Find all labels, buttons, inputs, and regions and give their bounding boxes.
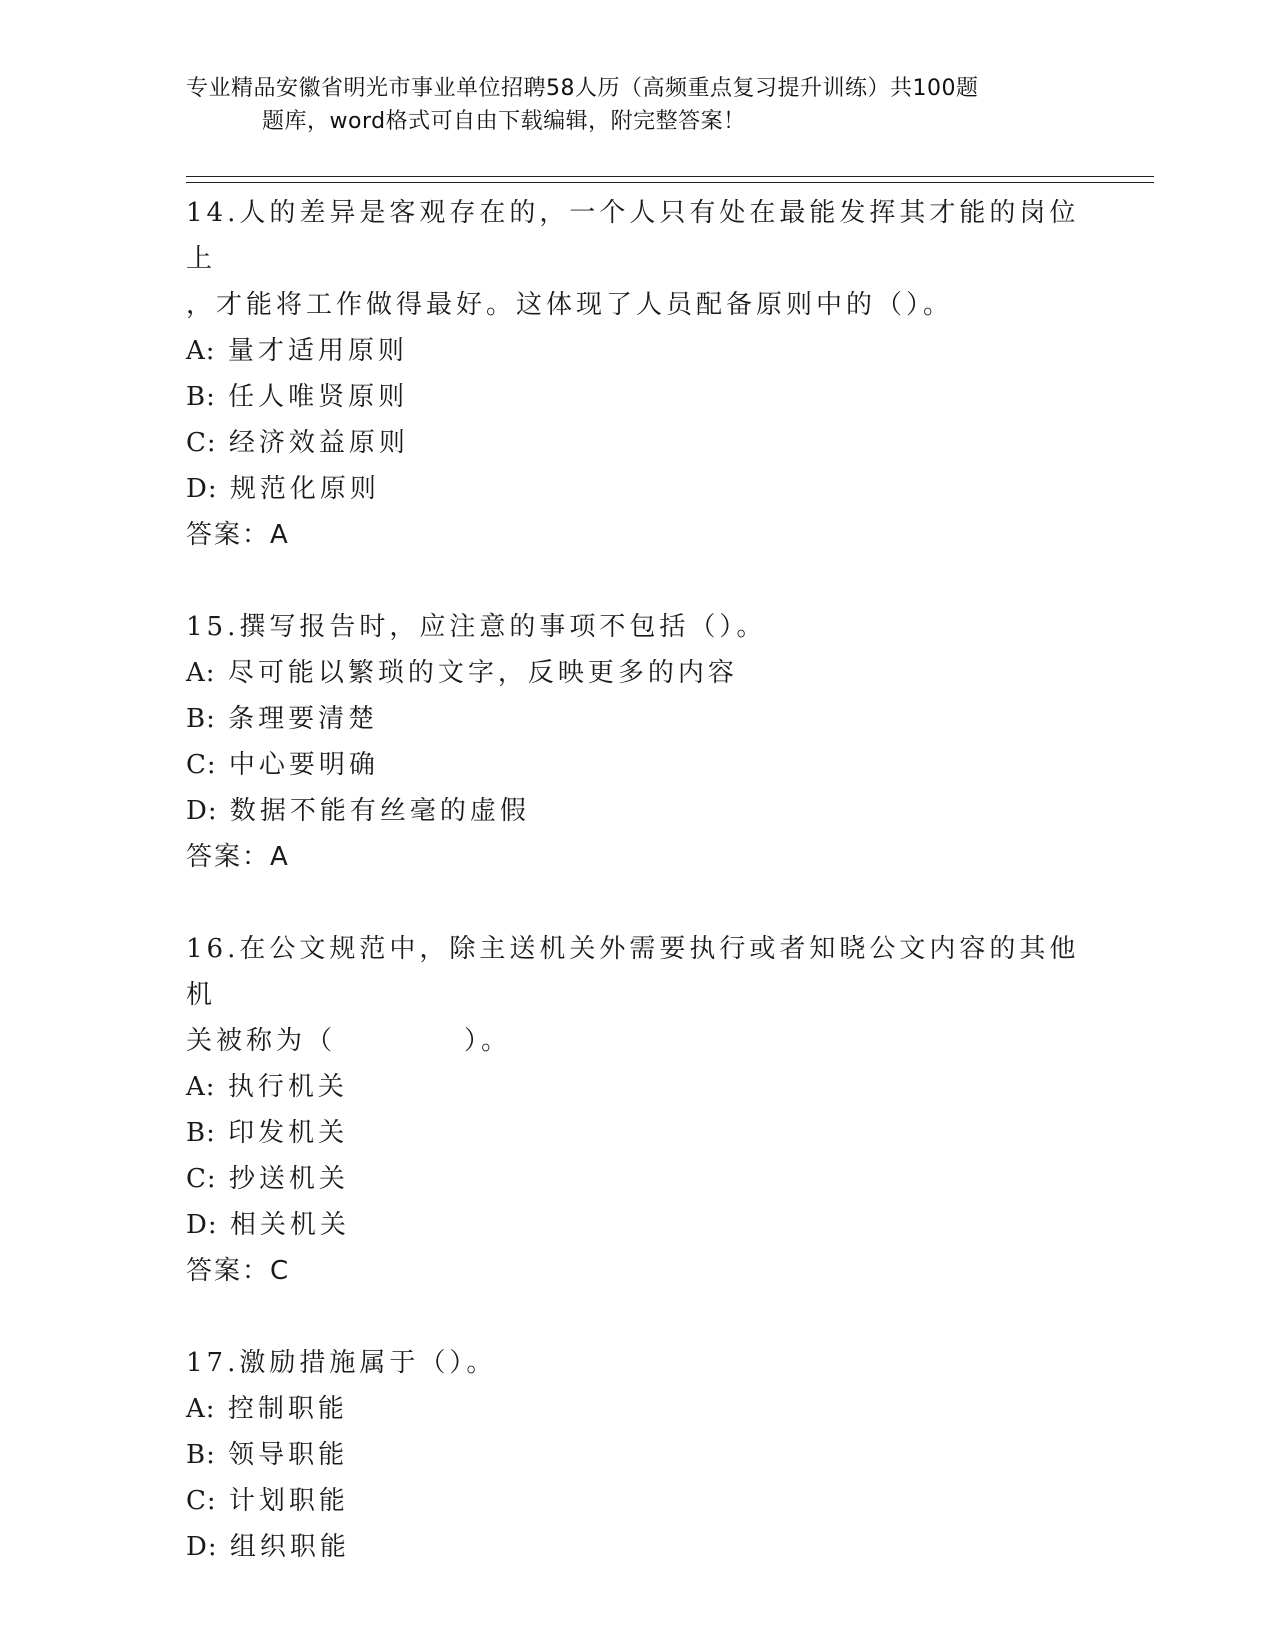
option-a xyxy=(186,1386,1086,1432)
option-a xyxy=(186,650,1086,696)
option-text: 中心要明确 xyxy=(228,750,379,780)
question-14 xyxy=(186,190,1086,558)
option-text: 控制职能 xyxy=(227,1394,348,1424)
question-stem-line: ，才能将工作做得最好。这体现了人员配备原则中的（）。 xyxy=(186,290,954,320)
answer-line: 答案：A xyxy=(186,520,290,550)
option-d xyxy=(186,1524,1086,1570)
option-text: 相关机关 xyxy=(229,1210,350,1240)
option-text: 组织职能 xyxy=(229,1532,350,1562)
option-c xyxy=(186,420,1086,466)
option-letter: B: xyxy=(186,382,216,412)
option-b xyxy=(186,1432,1086,1478)
answer-line: 答案：C xyxy=(186,1256,291,1286)
option-a xyxy=(186,1064,1086,1110)
option-letter: C: xyxy=(186,1164,217,1194)
question-stem-line xyxy=(186,1018,1086,1064)
option-text: 执行机关 xyxy=(227,1072,348,1102)
option-text: 尽可能以繁琐的文字，反映更多的内容 xyxy=(227,658,738,688)
option-text: 印发机关 xyxy=(228,1118,349,1148)
option-text: 量才适用原则 xyxy=(227,336,408,366)
option-letter: A: xyxy=(186,336,216,366)
option-text: 条理要清楚 xyxy=(228,704,379,734)
option-letter: D: xyxy=(186,1210,218,1240)
option-d xyxy=(186,788,1086,834)
option-b xyxy=(186,696,1086,742)
option-letter: D: xyxy=(186,796,218,826)
header-title-line-1: 专业精品安徽省明光市事业单位招聘58人历（高频重点复习提升训练）共100题 xyxy=(186,76,979,101)
option-b xyxy=(186,374,1086,420)
option-text: 经济效益原则 xyxy=(228,428,409,458)
option-letter: A: xyxy=(186,1394,216,1424)
question-list xyxy=(186,190,1086,1616)
option-b xyxy=(186,1110,1086,1156)
option-letter: C: xyxy=(186,1486,217,1516)
option-text: 抄送机关 xyxy=(228,1164,349,1194)
option-letter: A: xyxy=(186,1072,216,1102)
option-a xyxy=(186,328,1086,374)
option-letter: B: xyxy=(186,1440,216,1470)
stem-text-before-blank: 关被称为（ xyxy=(186,1026,337,1056)
option-letter: D: xyxy=(186,474,218,504)
option-letter: C: xyxy=(186,750,217,780)
stem-text-after-blank: ）。 xyxy=(464,1026,512,1056)
option-text: 计划职能 xyxy=(228,1486,349,1516)
option-d xyxy=(186,466,1086,512)
option-text: 领导职能 xyxy=(228,1440,349,1470)
question-15 xyxy=(186,604,1086,880)
option-text: 数据不能有丝毫的虚假 xyxy=(229,796,530,826)
option-letter: B: xyxy=(186,704,216,734)
question-stem-line: 17.激励措施属于（）。 xyxy=(186,1348,497,1378)
question-17 xyxy=(186,1340,1086,1570)
option-letter: C: xyxy=(186,428,217,458)
option-c xyxy=(186,1156,1086,1202)
option-text: 规范化原则 xyxy=(229,474,380,504)
option-letter: A: xyxy=(186,658,216,688)
header-divider-bottom xyxy=(186,182,1154,183)
option-letter: D: xyxy=(186,1532,218,1562)
option-text: 任人唯贤原则 xyxy=(228,382,409,412)
option-d xyxy=(186,1202,1086,1248)
option-c xyxy=(186,1478,1086,1524)
question-16 xyxy=(186,926,1086,1294)
header-divider-top xyxy=(186,176,1154,177)
question-stem-line: 16.在公文规范中，除主送机关外需要执行或者知晓公文内容的其他机 xyxy=(186,934,1080,1010)
answer-line: 答案：A xyxy=(186,842,290,872)
document-header xyxy=(186,72,1066,138)
question-stem-line: 15.撰写报告时，应注意的事项不包括（）。 xyxy=(186,612,767,642)
header-title-line-2: 题库，word格式可自由下载编辑，附完整答案！ xyxy=(262,109,746,134)
question-stem-line: 14.人的差异是客观存在的，一个人只有处在最能发挥其才能的岗位上 xyxy=(186,198,1080,274)
option-c xyxy=(186,742,1086,788)
option-letter: B: xyxy=(186,1118,216,1148)
